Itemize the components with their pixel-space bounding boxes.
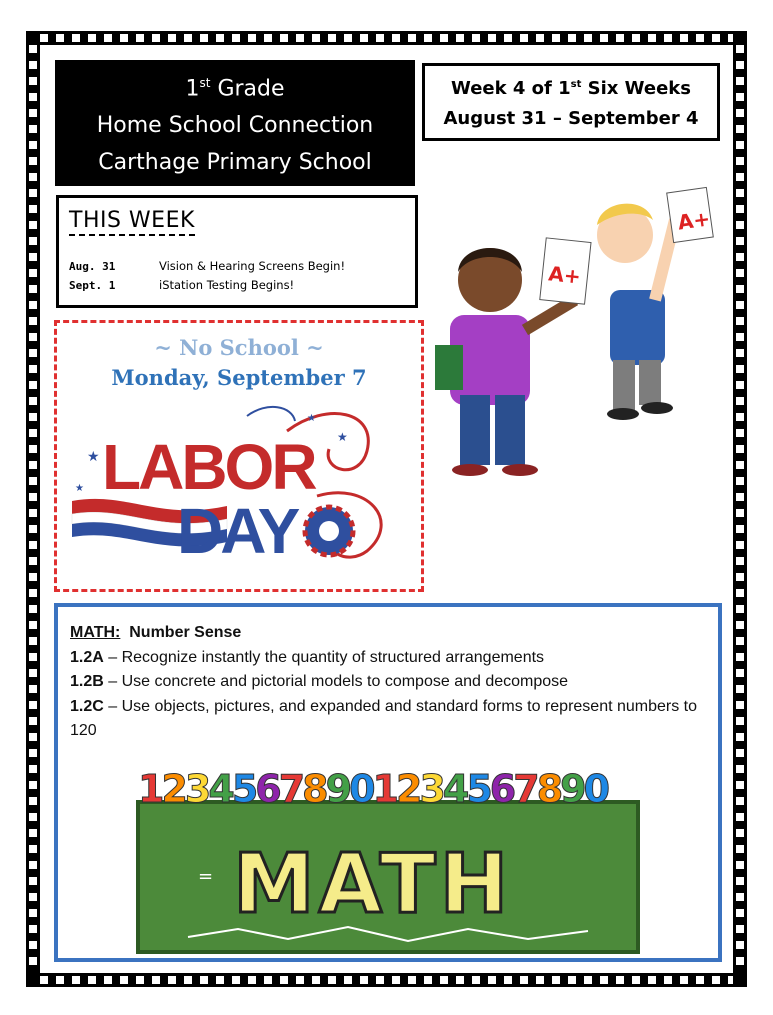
math-word: MATH [233,837,513,932]
this-week-box [56,195,418,308]
math-standards-text [70,621,715,744]
star-icon: ★ [87,449,100,465]
math-heading: MATH: Number Sense [70,624,242,641]
swirl-decoration [247,407,295,421]
grade-title: 1st Grade [185,75,285,102]
border-left-pattern [29,45,37,973]
title-block [55,60,415,186]
chalk-equals-mark: = [198,866,214,887]
book-icon [435,345,463,390]
banner-digit: 5 [231,767,256,811]
holiday-notice-box [54,320,424,592]
week-dates: August 31 – September 4 [443,108,699,129]
right-boy-shoe [607,408,639,420]
banner-digit: 8 [536,767,561,811]
right-boy-leg [639,360,661,405]
right-boy-leg [613,360,635,410]
math-section [54,603,722,962]
banner-digit: 9 [560,767,584,811]
border-right-pattern [736,45,744,973]
left-boy-leg [495,395,525,465]
right-boy-shoe [641,402,673,414]
standard-item: 1.2C – Use objects, pictures, and expanded and standard forms to represent numbers to 120 [70,697,698,739]
banner-digit: 2 [395,767,420,811]
gear-center [319,521,339,541]
banner-digit: 7 [278,767,303,811]
left-boy-shoe [502,464,538,476]
labor-word: LABOR [102,431,315,503]
standard-item: 1.2A – Recognize instantly the quantity of structured arrangements [70,648,545,666]
banner-digit: 9 [325,767,350,811]
banner-digit: 6 [255,767,279,811]
banner-digit: 0 [349,767,373,811]
banner-digit: 8 [302,767,326,811]
no-school-label: ~ No School ~ [154,335,324,360]
left-grade-mark: A+ [547,261,582,289]
students-with-a-plus-clipart [425,180,725,480]
event-row [69,278,294,292]
right-grade-mark: A+ [676,206,712,235]
banner-digit: 6 [489,767,514,811]
banner-digit: 3 [184,767,209,811]
event-date: Sept. 1 [69,279,116,292]
standard-item: 1.2B – Use concrete and pictorial models to compose and decompose [70,673,569,690]
labor-day-logo [67,401,412,581]
event-row [69,259,345,273]
banner-digit: 1 [372,767,396,811]
school-name: Carthage Primary School [98,150,372,176]
banner-digit: 4 [442,767,467,811]
right-boy-shirt [610,290,665,365]
banner-digit: 7 [513,767,537,811]
day-word: DAY [177,495,298,567]
math-chalkboard-clipart [128,757,648,957]
event-text: iStation Testing Begins! [159,278,295,292]
banner-digit: 1 [138,767,162,811]
week-label: Week 4 of 1st Six Weeks [451,78,691,99]
connection-title: Home School Connection [96,113,374,139]
banner-digit: 5 [466,767,490,811]
event-text: Vision & Hearing Screens Begin! [159,259,346,273]
left-boy-arm [525,300,575,330]
rainbow-digits-banner [138,767,609,811]
left-boy-shoe [452,464,488,476]
event-date: Aug. 31 [69,260,116,273]
banner-digit: 0 [583,767,608,811]
star-icon: ★ [75,483,84,494]
week-info-box [422,63,720,141]
left-boy-leg [460,395,490,465]
banner-digit: 4 [208,767,232,811]
border-bottom-pattern [40,976,733,984]
this-week-heading: THIS WEEK [69,208,195,236]
star-icon: ★ [307,413,316,424]
banner-digit: 3 [419,767,443,811]
banner-digit: 2 [161,767,185,811]
border-top-pattern [40,34,733,42]
holiday-date: Monday, September 7 [111,365,367,390]
star-icon: ★ [337,430,348,444]
